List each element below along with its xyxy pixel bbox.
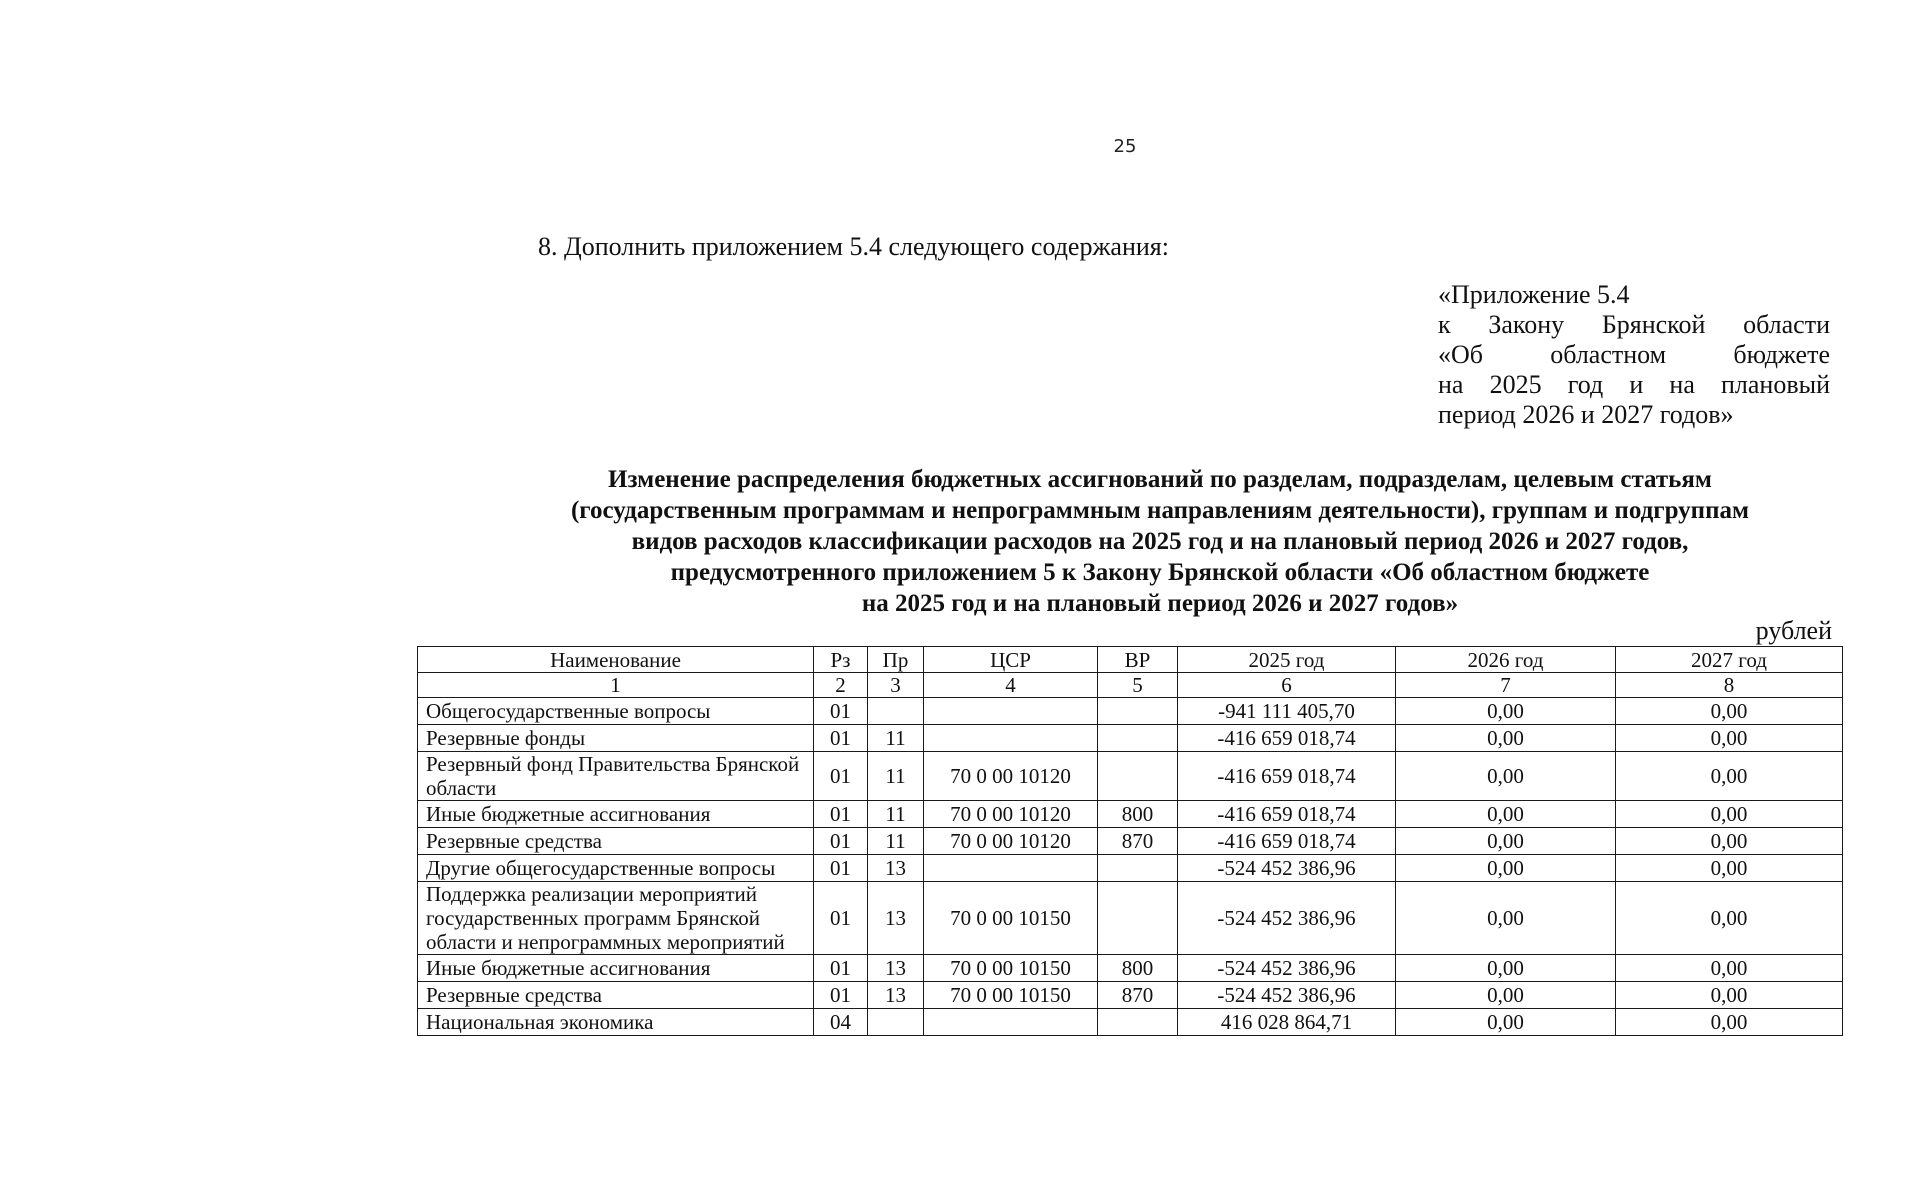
cell-2026: 0,00 — [1396, 725, 1616, 752]
cell-2025: -524 452 386,96 — [1178, 882, 1396, 955]
cell-csr: 70 0 00 10150 — [924, 955, 1098, 982]
cell-csr — [924, 1009, 1098, 1036]
cell-2025: -524 452 386,96 — [1178, 855, 1396, 882]
cell-vr: 800 — [1098, 955, 1178, 982]
cell-pr — [868, 1009, 924, 1036]
cell-2027: 0,00 — [1616, 982, 1843, 1009]
cell-name: Резервные средства — [418, 982, 814, 1009]
table-row — [418, 982, 1843, 1009]
appendix-line: к Закону Брянской области — [1438, 310, 1830, 339]
table-row — [418, 828, 1843, 855]
cell-csr: 70 0 00 10120 — [924, 752, 1098, 801]
table-row — [418, 698, 1843, 725]
cell-rz: 01 — [814, 982, 868, 1009]
cell-rz: 01 — [814, 801, 868, 828]
units-label: рублей — [1755, 616, 1832, 645]
cell-pr — [868, 698, 924, 725]
cell-name: Общегосударственные вопросы — [418, 698, 814, 725]
cell-vr — [1098, 698, 1178, 725]
cell-vr: 870 — [1098, 828, 1178, 855]
cell-rz: 01 — [814, 882, 868, 955]
cell-vr: 800 — [1098, 801, 1178, 828]
page-number: 25 — [1113, 136, 1137, 157]
cell-csr: 70 0 00 10150 — [924, 982, 1098, 1009]
cell-2025: -941 111 405,70 — [1178, 698, 1396, 725]
cell-rz: 04 — [814, 1009, 868, 1036]
cell-pr: 13 — [868, 855, 924, 882]
table-row — [418, 725, 1843, 752]
cell-2027: 0,00 — [1616, 725, 1843, 752]
instruction-text: 8. Дополнить приложением 5.4 следующего содержания: — [538, 232, 1169, 261]
cell-pr: 13 — [868, 882, 924, 955]
column-header-2027: 2027 год — [1616, 647, 1843, 673]
appendix-line: на 2025 год и на плановый — [1438, 370, 1830, 399]
cell-2026: 0,00 — [1396, 982, 1616, 1009]
cell-name: Иные бюджетные ассигнования — [418, 955, 814, 982]
column-index: 1 — [418, 673, 814, 698]
cell-pr: 13 — [868, 982, 924, 1009]
cell-2025: -416 659 018,74 — [1178, 752, 1396, 801]
cell-2027: 0,00 — [1616, 698, 1843, 725]
table-row — [418, 882, 1843, 955]
cell-name: Национальная экономика — [418, 1009, 814, 1036]
cell-csr — [924, 855, 1098, 882]
cell-2027: 0,00 — [1616, 855, 1843, 882]
appendix-line: «Приложение 5.4 — [1438, 280, 1630, 309]
heading-line: предусмотренного приложением 5 к Закону Брянской области «Об областном бюджете — [670, 559, 1650, 586]
table-row — [418, 855, 1843, 882]
cell-vr — [1098, 855, 1178, 882]
column-index: 5 — [1098, 673, 1178, 698]
cell-csr: 70 0 00 10120 — [924, 801, 1098, 828]
column-index: 7 — [1396, 673, 1616, 698]
cell-pr: 11 — [868, 725, 924, 752]
cell-2025: 416 028 864,71 — [1178, 1009, 1396, 1036]
column-header-pr: Пр — [868, 647, 924, 673]
column-index: 3 — [868, 673, 924, 698]
table-row — [418, 1009, 1843, 1036]
cell-pr: 11 — [868, 801, 924, 828]
cell-2025: -416 659 018,74 — [1178, 801, 1396, 828]
table-header-row — [418, 647, 1843, 673]
cell-rz: 01 — [814, 725, 868, 752]
column-header-2026: 2026 год — [1396, 647, 1616, 673]
cell-2026: 0,00 — [1396, 955, 1616, 982]
heading-line: Изменение распределения бюджетных ассигнований по разделам, подразделам, целевым статьям — [608, 466, 1712, 493]
cell-2026: 0,00 — [1396, 828, 1616, 855]
cell-csr — [924, 725, 1098, 752]
cell-2027: 0,00 — [1616, 1009, 1843, 1036]
cell-2025: -524 452 386,96 — [1178, 955, 1396, 982]
column-index: 8 — [1616, 673, 1843, 698]
cell-rz: 01 — [814, 855, 868, 882]
document-heading — [500, 464, 1820, 619]
cell-name: Поддержка реализации мероприятий государственных программ Брянской области и непрограммных мероприятий — [418, 882, 814, 955]
cell-pr: 11 — [868, 752, 924, 801]
column-header-csr: ЦСР — [924, 647, 1098, 673]
cell-name: Резервные фонды — [418, 725, 814, 752]
column-index: 6 — [1178, 673, 1396, 698]
appendix-line: «Об областном бюджете — [1438, 340, 1830, 369]
column-header-name: Наименование — [418, 647, 814, 673]
budget-table — [417, 646, 1843, 1036]
cell-2025: -416 659 018,74 — [1178, 828, 1396, 855]
table-row — [418, 801, 1843, 828]
table-row — [418, 955, 1843, 982]
cell-name: Резервный фонд Правительства Брянской области — [418, 752, 814, 801]
appendix-reference — [1438, 280, 1830, 430]
cell-2026: 0,00 — [1396, 855, 1616, 882]
cell-name: Другие общегосударственные вопросы — [418, 855, 814, 882]
cell-2025: -524 452 386,96 — [1178, 982, 1396, 1009]
cell-csr: 70 0 00 10120 — [924, 828, 1098, 855]
cell-2027: 0,00 — [1616, 882, 1843, 955]
cell-vr — [1098, 1009, 1178, 1036]
cell-csr: 70 0 00 10150 — [924, 882, 1098, 955]
column-index-row — [418, 673, 1843, 698]
cell-csr — [924, 698, 1098, 725]
heading-line: видов расходов классификации расходов на 2025 год и на плановый период 2026 и 2027 годов, — [631, 528, 1689, 555]
cell-vr: 870 — [1098, 982, 1178, 1009]
cell-2026: 0,00 — [1396, 752, 1616, 801]
cell-2026: 0,00 — [1396, 801, 1616, 828]
cell-2026: 0,00 — [1396, 1009, 1616, 1036]
column-index: 2 — [814, 673, 868, 698]
heading-line: (государственным программам и непрограммным направлениям деятельности), группам и подгруппам — [570, 497, 1750, 524]
cell-2026: 0,00 — [1396, 698, 1616, 725]
cell-vr — [1098, 752, 1178, 801]
cell-pr: 11 — [868, 828, 924, 855]
cell-vr — [1098, 882, 1178, 955]
cell-name: Иные бюджетные ассигнования — [418, 801, 814, 828]
cell-rz: 01 — [814, 955, 868, 982]
heading-line: на 2025 год и на плановый период 2026 и 2027 годов» — [861, 590, 1459, 617]
cell-2026: 0,00 — [1396, 882, 1616, 955]
column-header-vr: ВР — [1098, 647, 1178, 673]
cell-rz: 01 — [814, 828, 868, 855]
column-header-rz: Рз — [814, 647, 868, 673]
appendix-line: период 2026 и 2027 годов» — [1438, 400, 1734, 429]
cell-2027: 0,00 — [1616, 801, 1843, 828]
cell-pr: 13 — [868, 955, 924, 982]
cell-rz: 01 — [814, 752, 868, 801]
cell-2025: -416 659 018,74 — [1178, 725, 1396, 752]
cell-rz: 01 — [814, 698, 868, 725]
cell-2027: 0,00 — [1616, 752, 1843, 801]
column-header-2025: 2025 год — [1178, 647, 1396, 673]
table-row — [418, 752, 1843, 801]
cell-vr — [1098, 725, 1178, 752]
column-index: 4 — [924, 673, 1098, 698]
cell-2027: 0,00 — [1616, 828, 1843, 855]
cell-2027: 0,00 — [1616, 955, 1843, 982]
cell-name: Резервные средства — [418, 828, 814, 855]
